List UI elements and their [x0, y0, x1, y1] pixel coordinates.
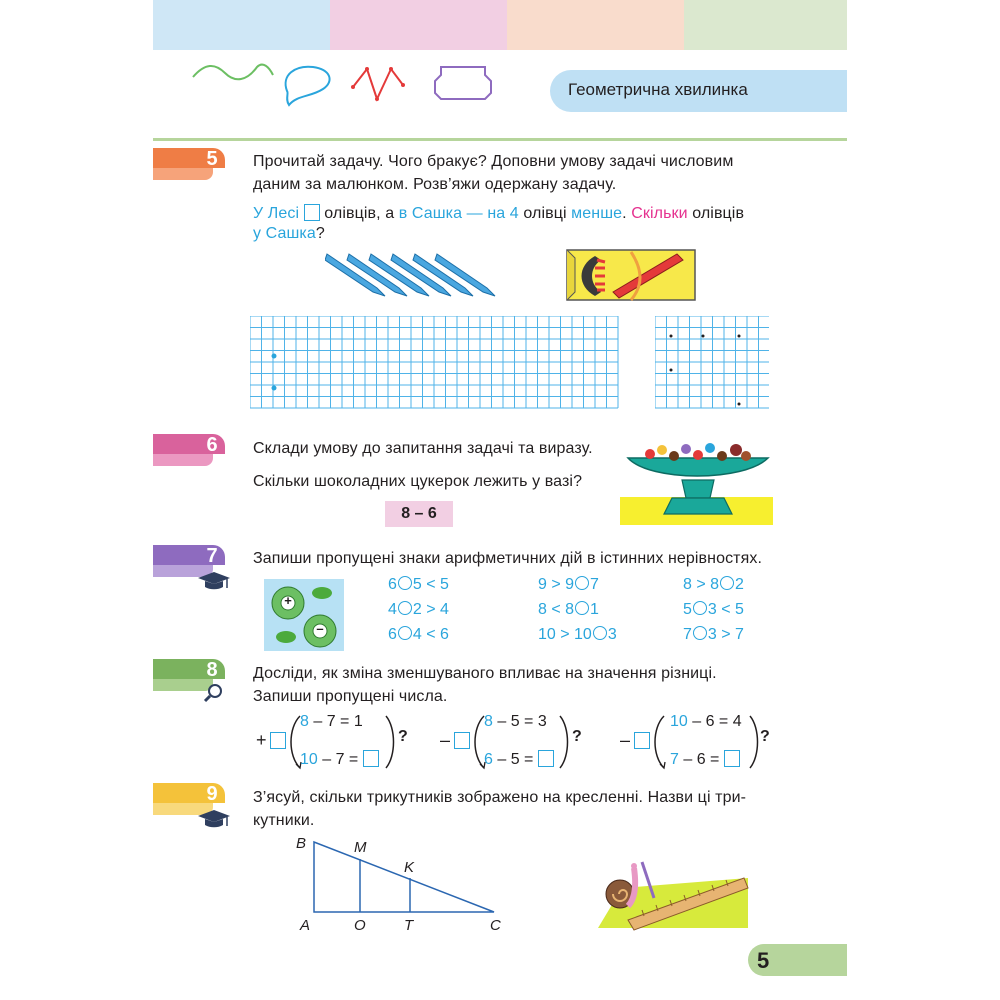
top-bar-blue [153, 0, 330, 50]
sign-circle[interactable] [693, 601, 707, 615]
top-bar-pink [330, 0, 507, 50]
sign-circle[interactable] [575, 601, 589, 615]
inequality-r1-c2: 9 > 9 7 [538, 576, 599, 593]
magnifier-icon [202, 682, 226, 704]
header-underline [153, 138, 847, 141]
candy-bowl-illustration [620, 436, 775, 526]
answer-box[interactable] [304, 204, 320, 221]
task-5-number: 5 [206, 148, 218, 170]
task-5-line2: даним за малюнком. Розв’яжи одержану задачу. [253, 176, 617, 193]
frogs-illustration [264, 579, 344, 651]
answer-box[interactable] [634, 732, 650, 749]
header-title: Геометрична хвилинка [568, 80, 748, 99]
task-5-problem-end [253, 222, 325, 245]
sign-circle[interactable] [720, 576, 734, 590]
sign-circle[interactable] [693, 626, 707, 640]
point-a: A [300, 917, 311, 934]
graduation-cap-icon [196, 570, 232, 592]
difference-group-1: + 8 – 7 = 1 10 – 7 = ? [256, 713, 408, 768]
point-t: T [404, 917, 414, 934]
problem-part-10: ? [315, 225, 325, 242]
task-7-text: Запиши пропущені знаки арифметичних дій в істинних нерівностях. [253, 550, 763, 567]
task-6-line1: Склади умову до запитання задачі та виразу. [253, 440, 593, 457]
inequality-r3-c1: 6 4 < 6 [388, 626, 449, 643]
header-shapes [185, 55, 515, 115]
answer-box[interactable] [363, 750, 379, 767]
task-9-line2: кутники. [253, 812, 315, 829]
pencil-box-illustration [565, 246, 700, 304]
answer-box[interactable] [454, 732, 470, 749]
problem-part-4: олівці [523, 205, 567, 222]
task-9-line1: З’ясуй, скільки трикутників зображено на кресленні. Назви ці три- [253, 789, 747, 806]
inequality-r3-c2: 10 > 10 3 [538, 626, 617, 643]
task-8-number: 8 [206, 659, 218, 681]
problem-part-5: менше [571, 205, 623, 222]
sign-circle[interactable] [398, 601, 412, 615]
problem-part-3: в Сашка — на 4 [398, 205, 519, 222]
inequality-r2-c3: 5 3 < 5 [683, 601, 744, 618]
problem-part-8: олівців [692, 205, 745, 222]
task-6-number: 6 [206, 434, 218, 456]
task-6-badge [153, 434, 225, 466]
problem-part-7: Скільки [631, 205, 688, 222]
problem-part-9: у Сашка [253, 225, 316, 242]
graduation-cap-icon [196, 808, 232, 830]
point-c: C [490, 917, 501, 934]
task-6-line2: Скільки шоколадних цукерок лежить у вазі? [253, 473, 583, 490]
task-5-badge [153, 148, 225, 180]
task-6-expression: 8 – 6 [385, 501, 453, 527]
page-number: 5 [757, 948, 770, 973]
top-bar-green [684, 0, 847, 50]
task-8-line1: Досліди, як зміна зменшуваного впливає на значення різниці. [253, 665, 717, 682]
difference-group-3: – 10 – 6 = 4 7 – 6 = ? [620, 713, 770, 768]
sign-circle[interactable] [575, 576, 589, 590]
inequality-r2-c2: 8 < 8 1 [538, 601, 599, 618]
minus-sign: – [316, 621, 324, 636]
inequality-r1-c3: 8 > 8 2 [683, 576, 744, 593]
task-7-number: 7 [206, 545, 218, 567]
difference-group-2: – 8 – 5 = 3 6 – 5 = ? [440, 713, 582, 768]
grid-paper-right [655, 316, 770, 410]
point-o: O [354, 917, 366, 934]
problem-part-6: . [622, 205, 627, 222]
task-8-line2: Запиши пропущені числа. [253, 688, 448, 705]
problem-part-1: У Лесі [253, 205, 300, 222]
sign-circle[interactable] [398, 576, 412, 590]
point-m: M [354, 839, 367, 856]
answer-box[interactable] [270, 732, 286, 749]
triangle-diagram [292, 832, 512, 938]
answer-box[interactable] [724, 750, 740, 767]
problem-part-2: олівців, а [324, 205, 395, 222]
task-9-number: 9 [206, 783, 218, 805]
top-bar-peach [507, 0, 684, 50]
point-b: B [296, 835, 307, 852]
plus-sign: + [284, 593, 292, 608]
sign-circle[interactable] [593, 626, 607, 640]
answer-box[interactable] [538, 750, 554, 767]
pencils-illustration [325, 248, 515, 300]
sign-circle[interactable] [398, 626, 412, 640]
inequality-r1-c1: 6 5 < 5 [388, 576, 449, 593]
grid-paper-left [250, 316, 620, 410]
task-5-problem [253, 202, 773, 225]
inequality-r2-c1: 4 2 > 4 [388, 601, 449, 618]
inequality-r3-c3: 7 3 > 7 [683, 626, 744, 643]
task-5-line1: Прочитай задачу. Чого бракує? Доповни умову задачі числовим [253, 153, 734, 170]
snail-ruler-illustration [598, 858, 750, 932]
point-k: K [404, 859, 415, 876]
